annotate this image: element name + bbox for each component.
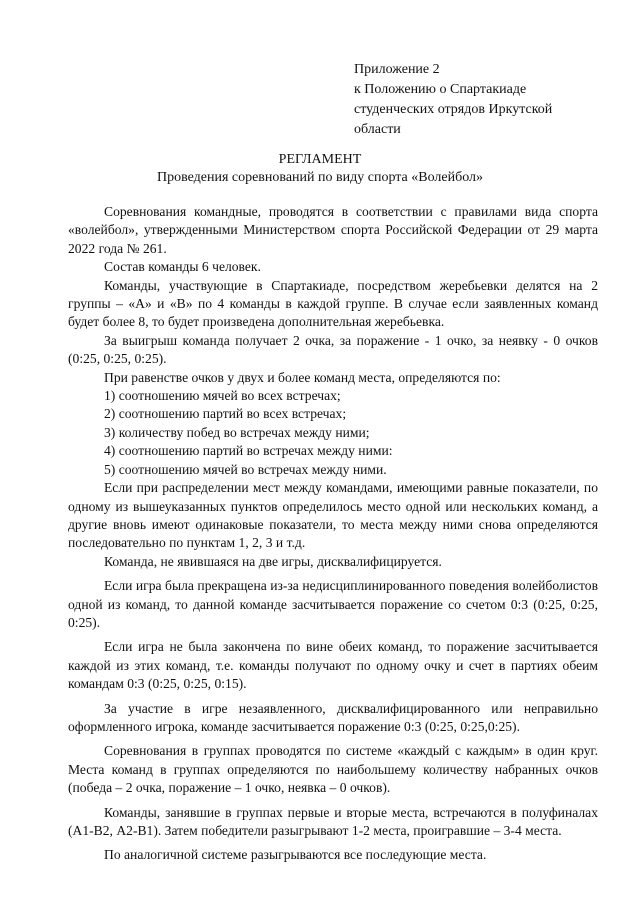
appendix-line: студенческих отрядов Иркутской	[354, 102, 553, 117]
paragraph: По аналогичной системе разыгрываются все последующие места.	[104, 847, 487, 863]
paragraph: Команды, занявшие в группах первые и вторые места, встречаются в полуфиналах (А1-В2, А2-В1). Затем победители разыгрывают 1-2 места, проигравшие – 3-4 места.	[68, 804, 598, 838]
paragraph: Если игра не была закончена по вине обеих команд, то поражение засчитывается каждой из этих команд, т.е. команды получают по одному очку и счет в партиях обеим командам 0:3 (0:25, 0:25, 0:15).	[68, 639, 598, 692]
paragraph: Команды, участвующие в Спартакиаде, посредством жеребьевки делятся на 2 группы – «А» и «В» по 4 команды в каждой группе. В случае если заявленных команд будет более 8, то будет произведена дополнительная жеребьевка.	[68, 277, 598, 330]
appendix-line: области	[354, 122, 401, 137]
paragraph: За выигрыш команда получает 2 очка, за поражение - 1 очко, за неявку - 0 очков (0:25, 0:25, 0:25).	[68, 332, 598, 367]
list-item: 5) соотношению мячей во встречах между ними.	[104, 461, 387, 477]
paragraph: Состав команды 6 человек.	[104, 259, 261, 275]
list-item: 1) соотношению мячей во всех встречах;	[104, 388, 341, 404]
appendix-line: к Положению о Спартакиаде	[354, 82, 527, 97]
paragraph: Если игра была прекращена из-за недисциплинированного поведения волейболистов одной из команд, то данной команде засчитывается поражение со счетом 0:3 (0:25, 0:25, 0:25).	[68, 578, 598, 630]
document-subtitle: Проведения соревнований по виду спорта «Волейбол»	[156, 170, 484, 185]
document-title: РЕГЛАМЕНТ	[278, 152, 362, 167]
paragraph: За участие в игре незаявленного, дисквалифицированного или неправильно оформленного игрока, команде засчитывается поражение 0:3 (0:25, 0:25,0:25).	[68, 700, 598, 734]
document-body	[68, 203, 598, 865]
paragraph: Команда, не явившаяся на две игры, дисквалифицируется.	[104, 553, 442, 569]
paragraph: Если при распределении мест между командами, имеющими равные показатели, по одному из вышеуказанных пунктов определилось место одной или нескольких команд, а другие вновь имеют одинаковые показатели, то места между ними снова определяются последовательно по пунктам 1, 2, 3 и т.д.	[68, 480, 598, 551]
list-item: 2) соотношению партий во всех встречах;	[104, 406, 347, 422]
appendix-note	[354, 60, 604, 140]
paragraph: Соревнования в группах проводятся по системе «каждый с каждым» в один круг. Места команд в группах определяются по наибольшему количеству набранных очков (победа – 2 очка, поражение – 1 очко, неявка – 0 очков).	[68, 743, 598, 796]
paragraph: При равенстве очков у двух и более команд места, определяются по:	[104, 369, 501, 385]
list-item: 3) количеству побед во встречах между ними;	[104, 424, 370, 440]
paragraph: Соревнования командные, проводятся в соответствии с правилами вида спорта «волейбол», утвержденными Министерством спорта Российской Федерации от 29 марта 2022 года № 261.	[68, 204, 598, 256]
list-item: 4) соотношению партий во встречах между ними:	[104, 443, 393, 459]
appendix-line: Приложение 2	[354, 62, 440, 77]
